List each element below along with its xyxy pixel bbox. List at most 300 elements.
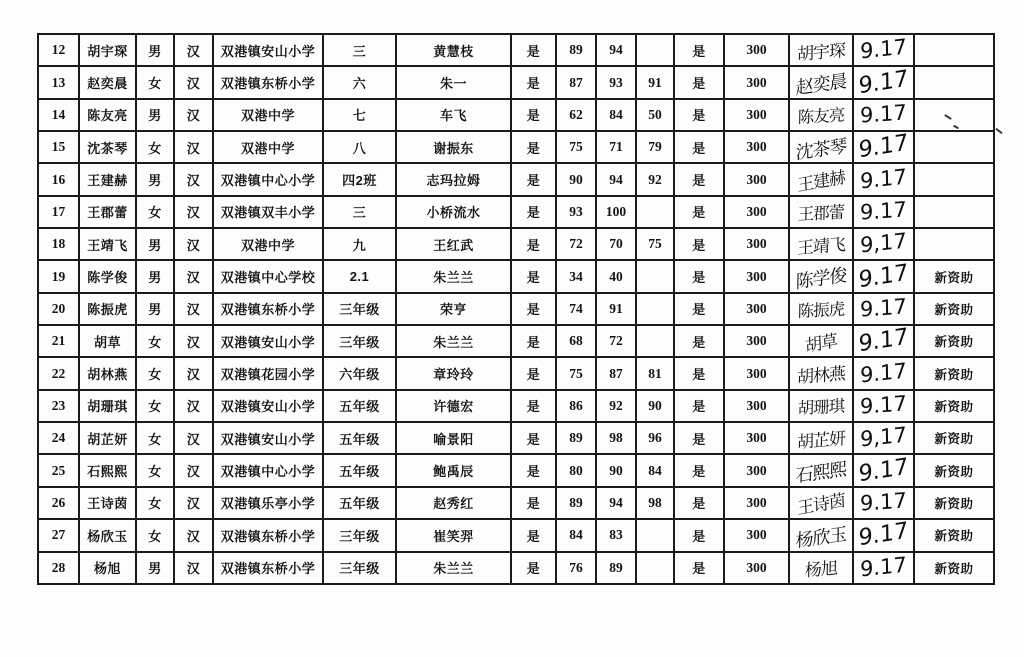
cell-flag-yes-2: 是 <box>674 552 724 585</box>
cell-school: 双港中学 <box>213 131 323 163</box>
cell-school: 双港镇东桥小学 <box>213 66 323 98</box>
cell-sequence-number: 16 <box>38 163 79 195</box>
handwritten-date: 9.17 <box>860 164 907 194</box>
cell-signature <box>789 163 853 195</box>
cell-grade-class: 三 <box>323 34 396 66</box>
handwritten-signature: 王建赫 <box>796 167 846 196</box>
cell-sign-date <box>853 487 914 519</box>
cell-signature <box>789 325 853 357</box>
cell-grade-class: 三年级 <box>323 325 396 357</box>
handwritten-date: 9.17 <box>860 34 907 64</box>
cell-ethnicity: 汉 <box>174 163 213 195</box>
handwritten-signature: 胡草 <box>804 330 838 356</box>
cell-signature <box>789 228 853 260</box>
cell-flag-yes-2: 是 <box>674 325 724 357</box>
cell-remark <box>914 131 994 163</box>
cell-gender: 男 <box>136 228 174 260</box>
cell-score-3 <box>636 325 674 357</box>
cell-amount: 300 <box>724 196 789 228</box>
cell-flag-yes-2: 是 <box>674 357 724 389</box>
cell-score-1: 89 <box>556 34 596 66</box>
cell-ethnicity: 汉 <box>174 260 213 292</box>
cell-score-3: 79 <box>636 131 674 163</box>
cell-flag-yes-2: 是 <box>674 34 724 66</box>
cell-flag-yes-2: 是 <box>674 66 724 98</box>
cell-flag-yes-2: 是 <box>674 99 724 131</box>
cell-score-3 <box>636 34 674 66</box>
cell-school: 双港镇安山小学 <box>213 390 323 422</box>
cell-score-1: 80 <box>556 454 596 486</box>
cell-signature <box>789 260 853 292</box>
cell-sign-date <box>853 66 914 98</box>
cell-teacher-name: 鲍禹辰 <box>396 454 511 486</box>
cell-gender: 女 <box>136 196 174 228</box>
cell-school: 双港中学 <box>213 99 323 131</box>
cell-student-name: 胡芷妍 <box>79 422 136 454</box>
cell-score-1: 84 <box>556 519 596 551</box>
cell-signature <box>789 357 853 389</box>
cell-school: 双港镇中心学校 <box>213 260 323 292</box>
cell-signature <box>789 519 853 551</box>
cell-score-2: 40 <box>596 260 636 292</box>
cell-remark <box>914 163 994 195</box>
cell-amount: 300 <box>724 422 789 454</box>
cell-signature <box>789 487 853 519</box>
cell-amount: 300 <box>724 163 789 195</box>
cell-flag-yes-2: 是 <box>674 390 724 422</box>
cell-flag-yes-1: 是 <box>511 357 556 389</box>
cell-flag-yes-1: 是 <box>511 390 556 422</box>
cell-gender: 女 <box>136 519 174 551</box>
cell-teacher-name: 黄慧枝 <box>396 34 511 66</box>
cell-ethnicity: 汉 <box>174 228 213 260</box>
handwritten-date: 9.17 <box>859 100 908 128</box>
cell-score-3 <box>636 519 674 551</box>
cell-remark: 新资助 <box>914 293 994 325</box>
handwritten-signature: 王靖飞 <box>796 234 846 258</box>
cell-amount: 300 <box>724 66 789 98</box>
handwritten-date: 9,17 <box>860 228 907 258</box>
cell-flag-yes-1: 是 <box>511 422 556 454</box>
student-roster-table <box>37 33 995 585</box>
cell-student-name: 石熙熙 <box>79 454 136 486</box>
cell-teacher-name: 朱一 <box>396 66 511 98</box>
cell-student-name: 杨旭 <box>79 552 136 585</box>
handwritten-date: 9.17 <box>859 294 908 322</box>
cell-remark: 新资助 <box>914 519 994 551</box>
cell-score-3: 81 <box>636 357 674 389</box>
table-row <box>38 357 994 389</box>
table-row <box>38 131 994 163</box>
cell-score-2: 90 <box>596 454 636 486</box>
cell-gender: 女 <box>136 487 174 519</box>
cell-sequence-number: 12 <box>38 34 79 66</box>
cell-gender: 男 <box>136 552 174 585</box>
handwritten-signature: 杨旭 <box>804 558 838 581</box>
table-row <box>38 454 994 486</box>
cell-grade-class: 三年级 <box>323 552 396 585</box>
handwritten-signature: 王郡蕾 <box>797 203 845 225</box>
cell-score-2: 94 <box>596 163 636 195</box>
cell-school: 双港镇安山小学 <box>213 34 323 66</box>
cell-sequence-number: 22 <box>38 357 79 389</box>
cell-teacher-name: 崔笑羿 <box>396 519 511 551</box>
cell-score-3: 98 <box>636 487 674 519</box>
handwritten-date: 9.17 <box>860 358 907 388</box>
cell-score-1: 89 <box>556 487 596 519</box>
handwritten-signature: 陈学俊 <box>795 264 847 293</box>
handwritten-date: 9.17 <box>859 391 908 419</box>
cell-signature <box>789 34 853 66</box>
cell-flag-yes-1: 是 <box>511 34 556 66</box>
handwritten-signature: 沈茶琴 <box>795 135 847 164</box>
handwritten-signature: 胡林燕 <box>796 363 846 388</box>
cell-student-name: 沈茶琴 <box>79 131 136 163</box>
cell-sign-date <box>853 228 914 260</box>
cell-teacher-name: 荣亨 <box>396 293 511 325</box>
cell-signature <box>789 99 853 131</box>
cell-amount: 300 <box>724 260 789 292</box>
cell-remark <box>914 196 994 228</box>
cell-ethnicity: 汉 <box>174 390 213 422</box>
cell-score-1: 86 <box>556 390 596 422</box>
cell-sequence-number: 28 <box>38 552 79 585</box>
cell-sign-date <box>853 293 914 325</box>
cell-school: 双港镇乐亭小学 <box>213 487 323 519</box>
cell-flag-yes-1: 是 <box>511 66 556 98</box>
handwritten-signature: 陈振虎 <box>797 300 845 322</box>
cell-flag-yes-2: 是 <box>674 228 724 260</box>
cell-student-name: 杨欣玉 <box>79 519 136 551</box>
handwritten-date: 9.17 <box>860 552 907 582</box>
table-row <box>38 34 994 66</box>
cell-remark: 新资助 <box>914 357 994 389</box>
cell-signature <box>789 131 853 163</box>
cell-remark <box>914 34 994 66</box>
cell-score-2: 98 <box>596 422 636 454</box>
cell-score-1: 72 <box>556 228 596 260</box>
cell-sequence-number: 20 <box>38 293 79 325</box>
table-row <box>38 260 994 292</box>
cell-grade-class: 五年级 <box>323 487 396 519</box>
cell-grade-class: 六年级 <box>323 357 396 389</box>
cell-student-name: 陈振虎 <box>79 293 136 325</box>
cell-flag-yes-2: 是 <box>674 163 724 195</box>
cell-flag-yes-2: 是 <box>674 293 724 325</box>
cell-amount: 300 <box>724 34 789 66</box>
cell-sequence-number: 23 <box>38 390 79 422</box>
cell-amount: 300 <box>724 390 789 422</box>
cell-flag-yes-1: 是 <box>511 552 556 585</box>
cell-grade-class: 三 <box>323 196 396 228</box>
handwritten-signature: 石熙熙 <box>795 459 847 487</box>
cell-remark: 新资助 <box>914 487 994 519</box>
cell-score-1: 75 <box>556 131 596 163</box>
cell-score-3: 91 <box>636 66 674 98</box>
cell-sign-date <box>853 390 914 422</box>
cell-school: 双港镇东桥小学 <box>213 552 323 585</box>
cell-grade-class: 九 <box>323 228 396 260</box>
cell-gender: 男 <box>136 34 174 66</box>
cell-gender: 男 <box>136 99 174 131</box>
cell-ethnicity: 汉 <box>174 487 213 519</box>
cell-signature <box>789 454 853 486</box>
cell-flag-yes-2: 是 <box>674 422 724 454</box>
cell-score-2: 87 <box>596 357 636 389</box>
cell-school: 双港镇双丰小学 <box>213 196 323 228</box>
cell-gender: 女 <box>136 422 174 454</box>
cell-sequence-number: 19 <box>38 260 79 292</box>
table-row <box>38 66 994 98</box>
cell-ethnicity: 汉 <box>174 519 213 551</box>
cell-flag-yes-1: 是 <box>511 196 556 228</box>
handwritten-date: 9.17 <box>859 197 908 225</box>
handwritten-signature: 胡芷妍 <box>796 428 846 452</box>
cell-flag-yes-1: 是 <box>511 293 556 325</box>
cell-score-1: 90 <box>556 163 596 195</box>
cell-sequence-number: 26 <box>38 487 79 519</box>
cell-score-3 <box>636 260 674 292</box>
cell-remark: 新资助 <box>914 325 994 357</box>
cell-remark: 新资助 <box>914 260 994 292</box>
cell-score-1: 76 <box>556 552 596 585</box>
cell-score-2: 94 <box>596 487 636 519</box>
cell-flag-yes-1: 是 <box>511 519 556 551</box>
cell-score-1: 93 <box>556 196 596 228</box>
cell-score-2: 93 <box>596 66 636 98</box>
cell-teacher-name: 朱兰兰 <box>396 260 511 292</box>
cell-amount: 300 <box>724 131 789 163</box>
cell-gender: 男 <box>136 293 174 325</box>
handwritten-signature: 胡珊琪 <box>797 397 845 419</box>
table-row <box>38 422 994 454</box>
cell-school: 双港镇中心小学 <box>213 163 323 195</box>
cell-teacher-name: 赵秀红 <box>396 487 511 519</box>
cell-ethnicity: 汉 <box>174 422 213 454</box>
handwritten-date: 9.17 <box>858 258 909 293</box>
cell-teacher-name: 王红武 <box>396 228 511 260</box>
cell-ethnicity: 汉 <box>174 196 213 228</box>
cell-score-1: 74 <box>556 293 596 325</box>
cell-school: 双港镇东桥小学 <box>213 293 323 325</box>
cell-ethnicity: 汉 <box>174 293 213 325</box>
cell-gender: 女 <box>136 390 174 422</box>
cell-gender: 女 <box>136 325 174 357</box>
cell-school: 双港镇中心小学 <box>213 454 323 486</box>
cell-score-2: 94 <box>596 34 636 66</box>
cell-student-name: 陈友亮 <box>79 99 136 131</box>
cell-score-3: 50 <box>636 99 674 131</box>
cell-signature <box>789 293 853 325</box>
cell-grade-class: 六 <box>323 66 396 98</box>
cell-student-name: 赵奕晨 <box>79 66 136 98</box>
cell-ethnicity: 汉 <box>174 131 213 163</box>
cell-sign-date <box>853 99 914 131</box>
cell-grade-class: 五年级 <box>323 422 396 454</box>
cell-teacher-name: 许德宏 <box>396 390 511 422</box>
cell-score-2: 92 <box>596 390 636 422</box>
cell-remark <box>914 66 994 98</box>
table-row <box>38 487 994 519</box>
handwritten-date: 9.17 <box>858 452 909 487</box>
cell-ethnicity: 汉 <box>174 325 213 357</box>
cell-remark: 新资助 <box>914 422 994 454</box>
cell-sign-date <box>853 357 914 389</box>
student-roster-body <box>38 34 994 584</box>
cell-score-1: 75 <box>556 357 596 389</box>
cell-gender: 女 <box>136 66 174 98</box>
cell-student-name: 胡草 <box>79 325 136 357</box>
cell-sequence-number: 21 <box>38 325 79 357</box>
cell-sign-date <box>853 325 914 357</box>
cell-score-1: 89 <box>556 422 596 454</box>
cell-ethnicity: 汉 <box>174 66 213 98</box>
cell-remark: 新资助 <box>914 454 994 486</box>
cell-grade-class: 四2班 <box>323 163 396 195</box>
cell-sign-date <box>853 454 914 486</box>
handwritten-date: 9.17 <box>858 517 909 552</box>
cell-school: 双港镇东桥小学 <box>213 519 323 551</box>
cell-signature <box>789 66 853 98</box>
cell-amount: 300 <box>724 99 789 131</box>
cell-score-3: 75 <box>636 228 674 260</box>
cell-ethnicity: 汉 <box>174 454 213 486</box>
cell-ethnicity: 汉 <box>174 34 213 66</box>
cell-score-1: 87 <box>556 66 596 98</box>
cell-score-3 <box>636 552 674 585</box>
handwritten-signature: 胡宇琛 <box>796 40 846 64</box>
table-row <box>38 519 994 551</box>
cell-signature <box>789 196 853 228</box>
cell-ethnicity: 汉 <box>174 357 213 389</box>
cell-score-3 <box>636 293 674 325</box>
cell-score-2: 83 <box>596 519 636 551</box>
cell-remark <box>914 228 994 260</box>
cell-grade-class: 三年级 <box>323 293 396 325</box>
cell-teacher-name: 朱兰兰 <box>396 325 511 357</box>
handwritten-signature: 赵奕晨 <box>795 70 847 99</box>
cell-remark: 新资助 <box>914 552 994 585</box>
cell-sign-date <box>853 163 914 195</box>
cell-flag-yes-1: 是 <box>511 260 556 292</box>
cell-flag-yes-2: 是 <box>674 519 724 551</box>
cell-flag-yes-1: 是 <box>511 228 556 260</box>
handwritten-date: 9.17 <box>859 488 908 516</box>
cell-score-2: 70 <box>596 228 636 260</box>
cell-gender: 男 <box>136 260 174 292</box>
cell-teacher-name: 志玛拉姆 <box>396 163 511 195</box>
cell-score-3: 92 <box>636 163 674 195</box>
cell-flag-yes-2: 是 <box>674 260 724 292</box>
cell-teacher-name: 喻景阳 <box>396 422 511 454</box>
cell-gender: 女 <box>136 454 174 486</box>
cell-teacher-name: 章玲玲 <box>396 357 511 389</box>
cell-score-2: 91 <box>596 293 636 325</box>
cell-score-3: 90 <box>636 390 674 422</box>
cell-score-2: 100 <box>596 196 636 228</box>
handwritten-date: 9.17 <box>858 64 909 99</box>
cell-teacher-name: 朱兰兰 <box>396 552 511 585</box>
cell-grade-class: 八 <box>323 131 396 163</box>
cell-gender: 男 <box>136 163 174 195</box>
cell-score-2: 72 <box>596 325 636 357</box>
cell-grade-class: 七 <box>323 99 396 131</box>
cell-flag-yes-1: 是 <box>511 454 556 486</box>
cell-student-name: 胡林燕 <box>79 357 136 389</box>
cell-score-3 <box>636 196 674 228</box>
cell-score-1: 34 <box>556 260 596 292</box>
cell-amount: 300 <box>724 325 789 357</box>
cell-remark: 新资助 <box>914 390 994 422</box>
cell-score-2: 84 <box>596 99 636 131</box>
cell-sequence-number: 17 <box>38 196 79 228</box>
cell-sign-date <box>853 422 914 454</box>
cell-school: 双港镇安山小学 <box>213 325 323 357</box>
cell-grade-class: 五年级 <box>323 454 396 486</box>
handwritten-date: 9,17 <box>860 422 907 452</box>
table-row <box>38 293 994 325</box>
cell-score-3: 84 <box>636 454 674 486</box>
cell-ethnicity: 汉 <box>174 99 213 131</box>
cell-sequence-number: 18 <box>38 228 79 260</box>
cell-teacher-name: 谢振东 <box>396 131 511 163</box>
cell-flag-yes-2: 是 <box>674 454 724 486</box>
cell-flag-yes-1: 是 <box>511 163 556 195</box>
cell-sequence-number: 15 <box>38 131 79 163</box>
cell-flag-yes-2: 是 <box>674 487 724 519</box>
cell-student-name: 胡珊琪 <box>79 390 136 422</box>
cell-signature <box>789 390 853 422</box>
cell-sequence-number: 24 <box>38 422 79 454</box>
cell-sign-date <box>853 519 914 551</box>
cell-score-1: 68 <box>556 325 596 357</box>
handwritten-signature: 王诗茵 <box>796 491 846 519</box>
cell-score-3: 96 <box>636 422 674 454</box>
cell-amount: 300 <box>724 552 789 585</box>
handwritten-signature: 陈友亮 <box>797 106 845 128</box>
cell-sign-date <box>853 552 914 585</box>
cell-sign-date <box>853 34 914 66</box>
table-row <box>38 325 994 357</box>
cell-school: 双港镇花园小学 <box>213 357 323 389</box>
handwritten-signature: 杨欣玉 <box>795 523 847 552</box>
cell-flag-yes-1: 是 <box>511 487 556 519</box>
cell-student-name: 王建赫 <box>79 163 136 195</box>
cell-flag-yes-2: 是 <box>674 196 724 228</box>
cell-student-name: 王靖飞 <box>79 228 136 260</box>
cell-sequence-number: 14 <box>38 99 79 131</box>
cell-gender: 女 <box>136 131 174 163</box>
cell-teacher-name: 小桥流水 <box>396 196 511 228</box>
handwritten-date: 9.17 <box>858 323 909 358</box>
cell-teacher-name: 车飞 <box>396 99 511 131</box>
cell-student-name: 王郡蕾 <box>79 196 136 228</box>
cell-student-name: 陈学俊 <box>79 260 136 292</box>
cell-sequence-number: 25 <box>38 454 79 486</box>
cell-student-name: 胡宇琛 <box>79 34 136 66</box>
cell-score-2: 71 <box>596 131 636 163</box>
table-row <box>38 163 994 195</box>
cell-sign-date <box>853 260 914 292</box>
cell-score-1: 62 <box>556 99 596 131</box>
cell-sign-date <box>853 196 914 228</box>
stray-ink-mark <box>995 128 1003 135</box>
table-row <box>38 228 994 260</box>
cell-amount: 300 <box>724 519 789 551</box>
cell-flag-yes-1: 是 <box>511 131 556 163</box>
table-row <box>38 552 994 585</box>
cell-amount: 300 <box>724 454 789 486</box>
